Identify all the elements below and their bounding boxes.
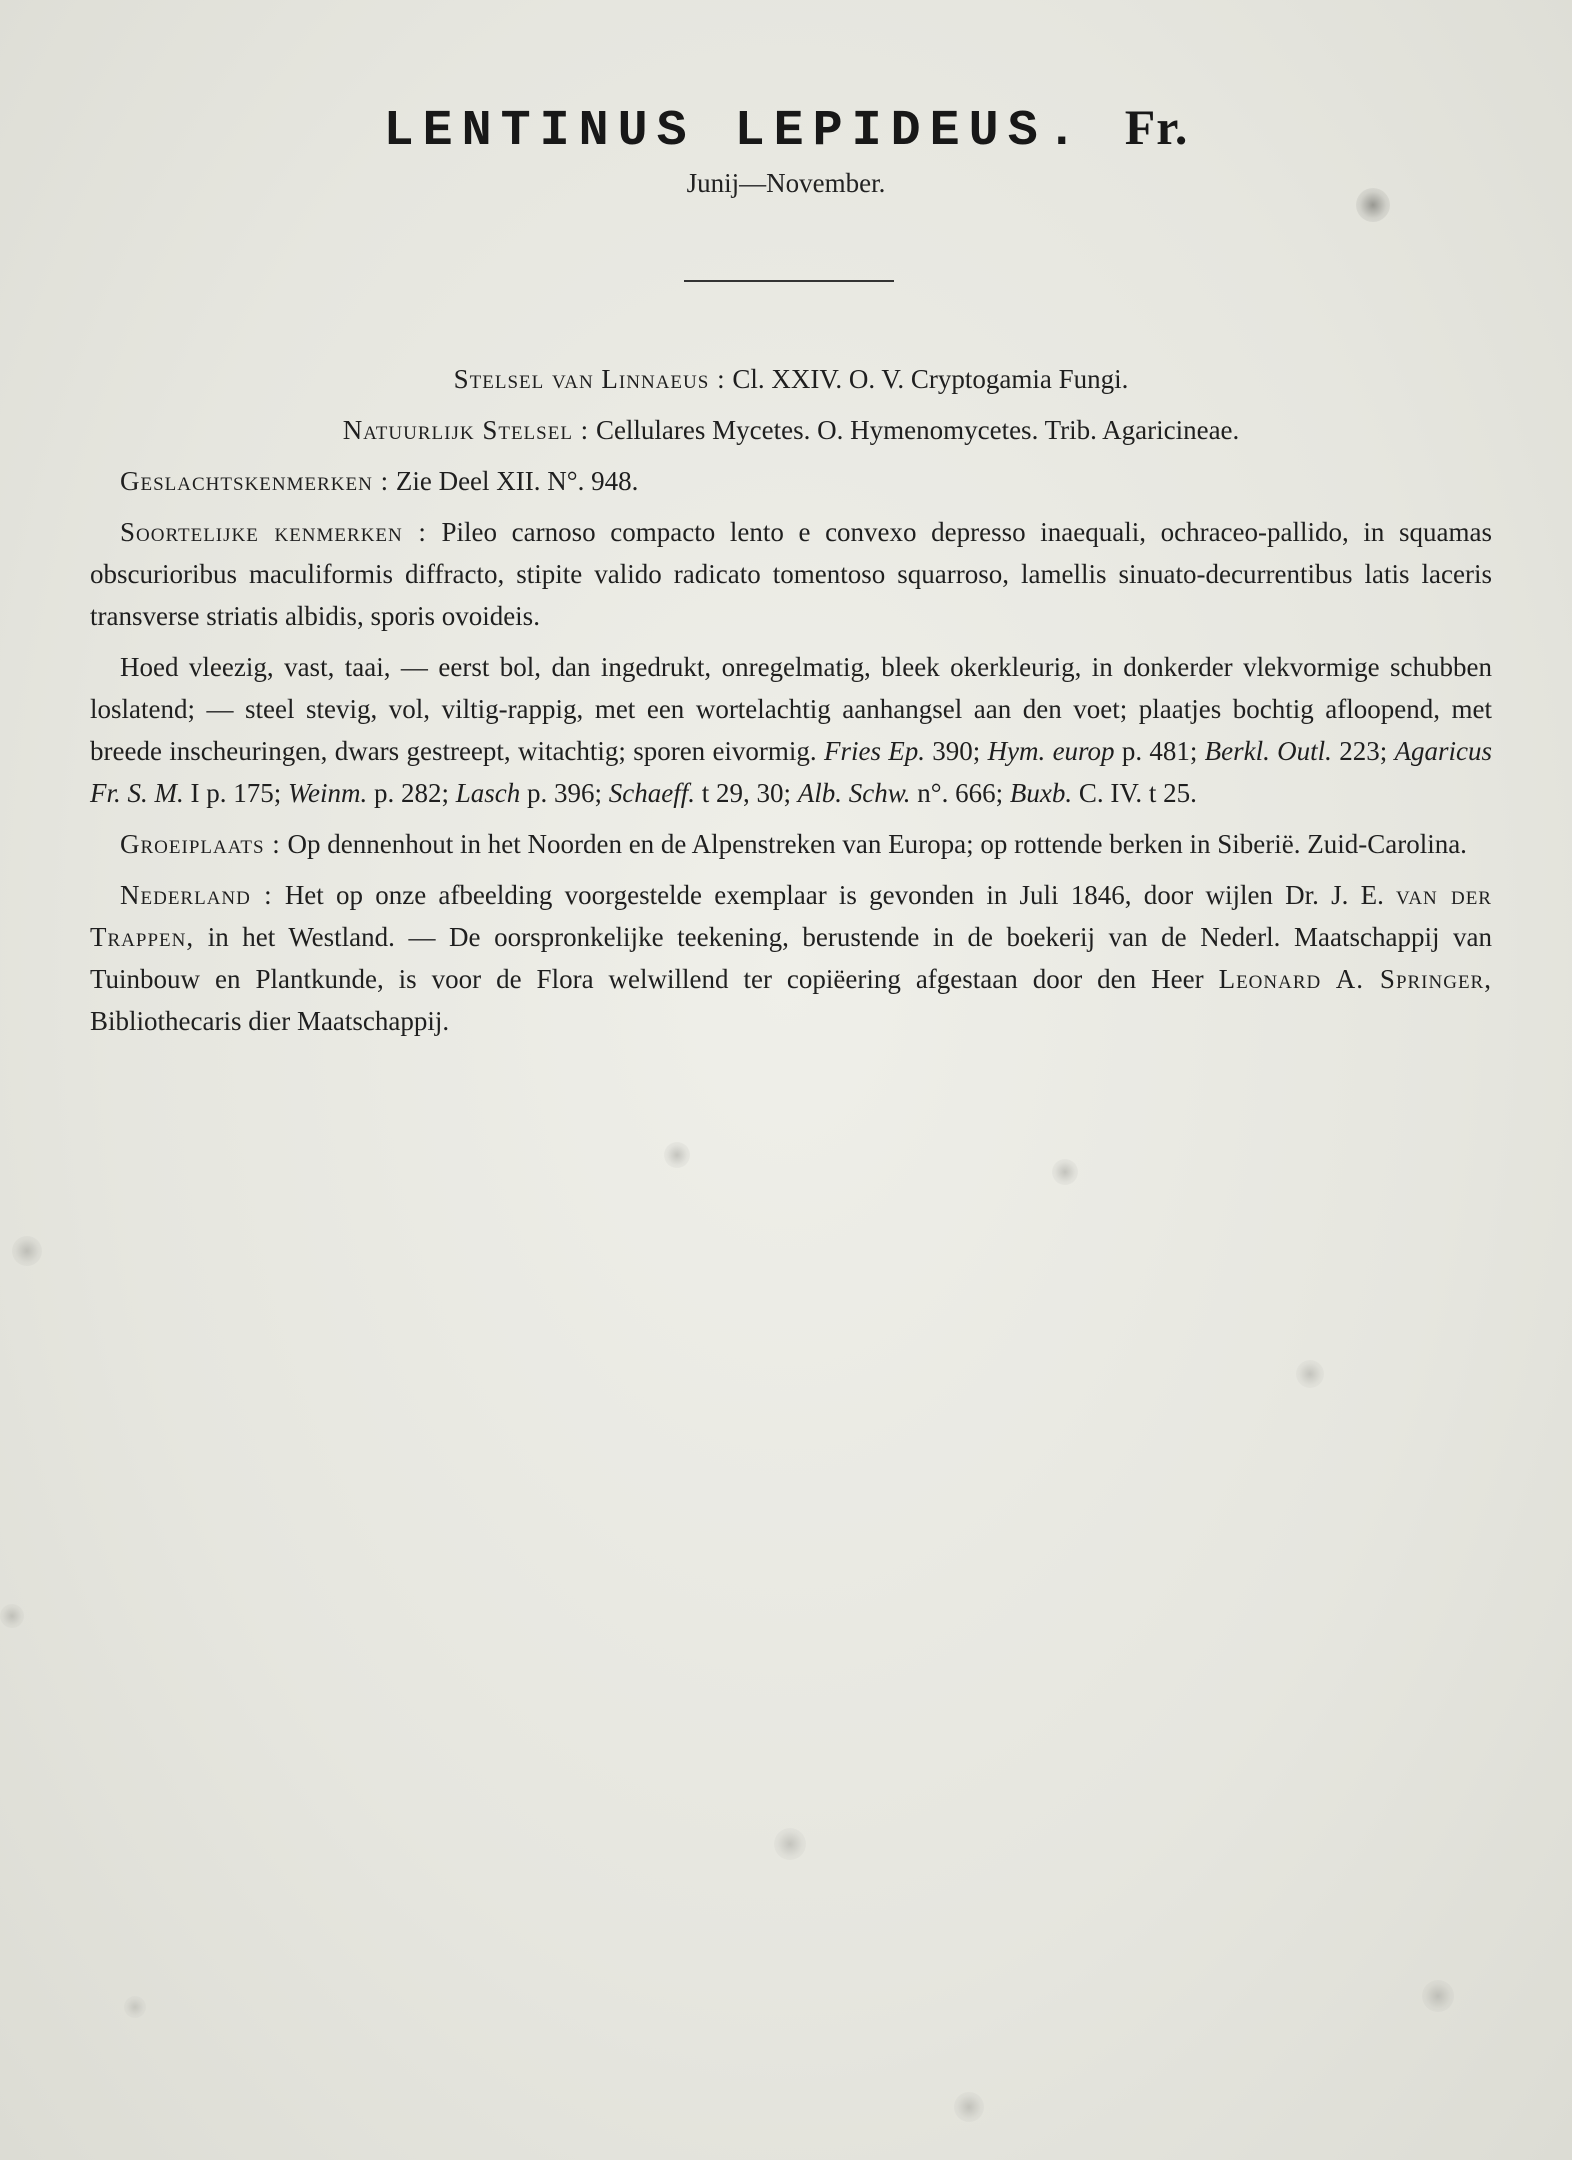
- paper-stain: [0, 1604, 24, 1628]
- ref-name: Agaricus Fr. S. M.: [90, 736, 1492, 808]
- ref-detail: 390;: [932, 736, 981, 766]
- species-label: Soortelijke kenmerken :: [120, 517, 427, 547]
- ref-detail: C. IV. t 25.: [1078, 778, 1197, 808]
- donor-name: Leonard A. Springer,: [1218, 964, 1492, 994]
- linnaeus-text: Cl. XXIV. O. V. Cryptogamia Fungi.: [732, 364, 1129, 394]
- ref-detail: n°. 666;: [917, 778, 1004, 808]
- natural-system-line: [90, 409, 1492, 451]
- genus-text: Zie Deel XII. N°. 948.: [395, 466, 639, 496]
- ref-name: Alb. Schw.: [797, 778, 911, 808]
- natural-text: Cellulares Mycetes. O. Hymenomycetes. Trib. Agaricineae.: [595, 415, 1240, 445]
- netherlands-paragraph: [90, 874, 1492, 1042]
- species-name: LENTINUS LEPIDEUS.: [383, 103, 1086, 160]
- ref-detail: p. 282;: [374, 778, 450, 808]
- ref-name: Lasch: [455, 778, 521, 808]
- species-author: Fr.: [1124, 99, 1189, 155]
- page-title: [0, 98, 1572, 160]
- flowering-period: Junij—November.: [686, 168, 886, 198]
- ref-name: Berkl. Outl.: [1204, 736, 1332, 766]
- description-body: [90, 358, 1492, 1051]
- paper-stain: [12, 1236, 42, 1266]
- dutch-description: [90, 646, 1492, 814]
- collector-name: van der Trappen,: [90, 880, 1492, 952]
- ref-detail: I p. 175;: [190, 778, 282, 808]
- title-divider: [684, 280, 894, 282]
- paper-stain: [954, 2092, 984, 2122]
- ref-name: Fries Ep.: [823, 736, 925, 766]
- description-text: Hoed vleezig, vast, taai, — eerst bol, dan ingedrukt, onregelmatig, bleek okerkleurig, in donkerder vlekvormige schubben loslatend; — steel stevig, vol, viltig-rappig, met een wortelachtig aanhangsel aan den voet; plaatjes bochtig afloopend, met breede inscheuringen, dwars gestreept, witachtig; sporen eivormig.: [90, 652, 1492, 766]
- paper-stain: [1296, 1360, 1324, 1388]
- ref-name: Buxb.: [1009, 778, 1073, 808]
- linnaeus-system-line: [90, 358, 1492, 400]
- species-text: Pileo carnoso compacto lento e convexo depresso inaequali, ochraceo-pallido, in squamas obscurioribus maculiformis diffracto, stipite valido radicato tomentoso squarroso, lamellis sinuato-decurrentibus latis laceris transverse striatis albidis, sporis ovoideis.: [90, 517, 1493, 631]
- paper-stain: [1422, 1980, 1454, 2012]
- ref-detail: p. 481;: [1121, 736, 1198, 766]
- habitat-label: Groeiplaats :: [120, 829, 281, 859]
- genus-label: Geslachtskenmerken :: [120, 466, 390, 496]
- ref-detail: 223;: [1339, 736, 1388, 766]
- paper-stain: [774, 1828, 806, 1860]
- species-characteristics: [90, 511, 1492, 637]
- ref-detail: p. 396;: [527, 778, 603, 808]
- ref-name: Hym. europ: [987, 736, 1115, 766]
- netherlands-text-3: Bibliothecaris dier Maatschappij.: [90, 1006, 450, 1036]
- ref-name: Schaeff.: [608, 778, 696, 808]
- ref-name: Weinm.: [288, 778, 368, 808]
- genus-characteristics: [90, 460, 1492, 502]
- netherlands-label: Nederland :: [120, 880, 273, 910]
- paper-stain: [664, 1142, 690, 1168]
- netherlands-text-1: Het op onze afbeelding voorgestelde exemplaar is gevonden in Juli 1846, door wijlen Dr. J. E.: [284, 880, 1384, 910]
- paper-stain: [1052, 1159, 1078, 1185]
- habitat-paragraph: [90, 823, 1492, 865]
- linnaeus-label: Stelsel van Linnaeus :: [453, 364, 726, 394]
- habitat-text: Op dennenhout in het Noorden en de Alpenstreken van Europa; op rottende berken in Siberië. Zuid-Carolina.: [287, 829, 1467, 859]
- netherlands-text-2: in het Westland. — De oorspronkelijke teekening, berustende in de boekerij van de Nederl. Maatschappij van Tuinbouw en Plantkunde, is voor de Flora welwillend ter copiëering afgestaan door den Heer: [90, 922, 1492, 994]
- natural-label: Natuurlijk Stelsel :: [342, 415, 590, 445]
- ref-detail: t 29, 30;: [701, 778, 792, 808]
- paper-stain: [124, 1996, 146, 2018]
